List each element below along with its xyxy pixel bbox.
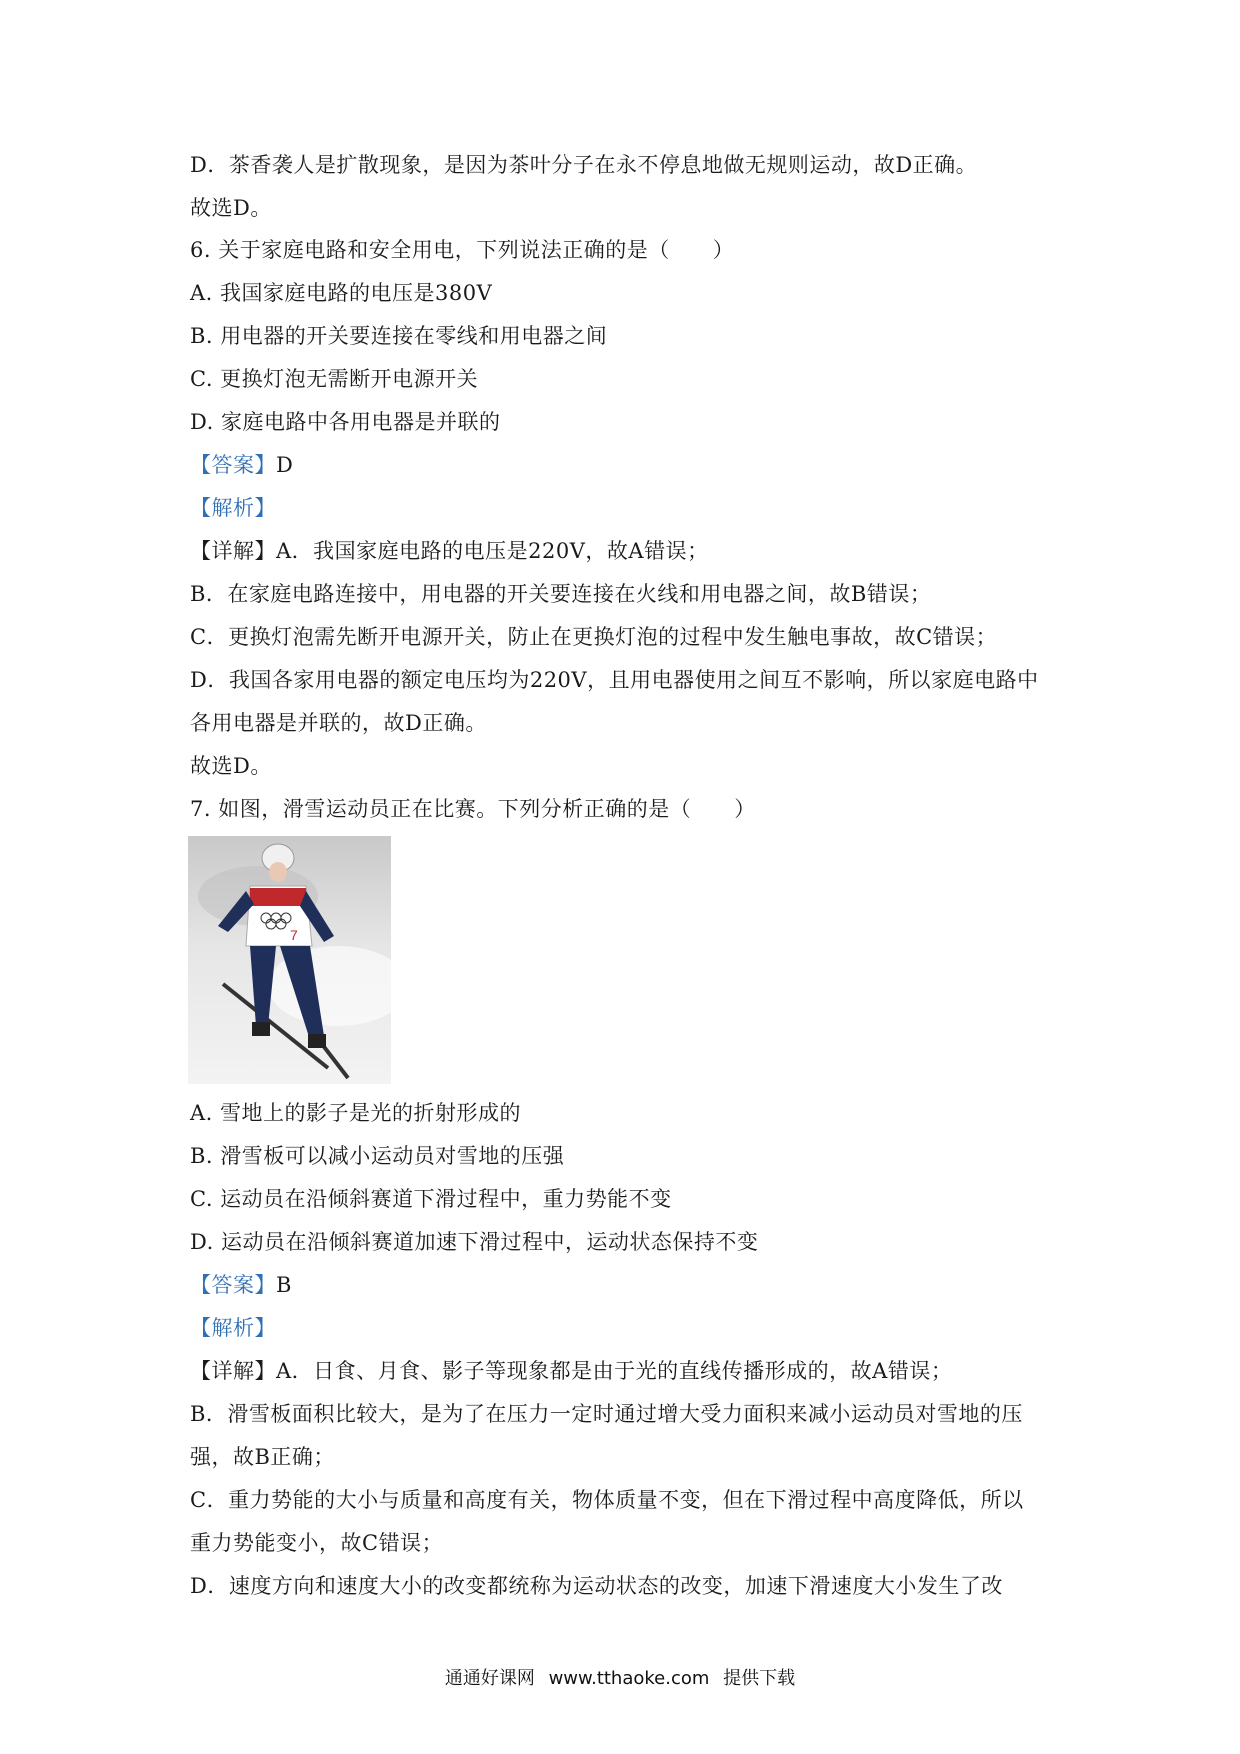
prev-option-d-explanation: D．茶香袭人是扩散现象，是因为茶叶分子在永不停息地做无规则运动，故D正确。 [190,153,978,177]
q7-detail-c-line1: C．重力势能的大小与质量和高度有关，物体质量不变，但在下滑过程中高度降低，所以 [190,1488,1024,1512]
q7-detail-d: D．速度方向和速度大小的改变都统称为运动状态的改变，加速下滑速度大小发生了改 [190,1574,1003,1598]
q7-answer [190,1270,292,1300]
question-7: 7. 如图，滑雪运动员正在比赛。下列分析正确的是（ ） [190,797,756,821]
answer-tag: 【答案】 [190,1273,276,1297]
footer-suffix: 提供下载 [723,1668,796,1689]
page-footer [0,1664,1240,1690]
answer-value: B [276,1273,292,1297]
q7-option-d: D. 运动员在沿倾斜赛道加速下滑过程中，运动状态保持不变 [190,1230,759,1254]
detail-tag: 【详解】 [190,1359,276,1383]
footer-url[interactable]: www.tthaoke.com [548,1668,710,1689]
skier-photo [188,836,391,1084]
q6-detail-d-line2: 各用电器是并联的，故D正确。 [190,711,487,735]
answer-value: D [276,453,294,477]
q6-option-b: B. 用电器的开关要连接在零线和用电器之间 [190,324,608,348]
answer-tag: 【答案】 [190,453,276,477]
prev-conclusion: 故选D。 [190,196,272,220]
q7-detail-b-line1: B．滑雪板面积比较大，是为了在压力一定时通过增大受力面积来减小运动员对雪地的压 [190,1402,1023,1426]
q6-analysis-tag: 【解析】 [190,496,276,520]
detail-text: A．我国家庭电路的电压是220V，故A错误； [276,539,709,563]
skier-illustration [188,836,391,1084]
q6-conclusion: 故选D。 [190,754,272,778]
q6-detail-c: C．更换灯泡需先断开电源开关，防止在更换灯泡的过程中发生触电事故，故C错误； [190,625,998,649]
q6-answer [190,450,293,480]
q7-detail-c-line2: 重力势能变小，故C错误； [190,1531,444,1555]
q6-detail-a [190,536,709,566]
q7-analysis-tag: 【解析】 [190,1316,276,1340]
detail-text: A．日食、月食、影子等现象都是由于光的直线传播形成的，故A错误； [276,1359,953,1383]
q6-detail-d-line1: D．我国各家用电器的额定电压均为220V，且用电器使用之间互不影响，所以家庭电路中 [190,668,1039,692]
q7-option-c: C. 运动员在沿倾斜赛道下滑过程中，重力势能不变 [190,1187,672,1211]
q6-detail-b: B．在家庭电路连接中，用电器的开关要连接在火线和用电器之间，故B错误； [190,582,932,606]
q7-detail-a [190,1356,952,1386]
q7-detail-b-line2: 强，故B正确； [190,1445,335,1469]
q6-option-d: D. 家庭电路中各用电器是并联的 [190,410,501,434]
footer-site-name: 通通好课网 [444,1668,535,1689]
bib-number: 7 [290,927,298,943]
q7-option-b: B. 滑雪板可以减小运动员对雪地的压强 [190,1144,565,1168]
q6-option-a: A. 我国家庭电路的电压是380V [190,281,493,305]
question-6: 6. 关于家庭电路和安全用电，下列说法正确的是（ ） [190,238,735,262]
detail-tag: 【详解】 [190,539,276,563]
q6-option-c: C. 更换灯泡无需断开电源开关 [190,367,479,391]
q7-option-a: A. 雪地上的影子是光的折射形成的 [190,1101,522,1125]
